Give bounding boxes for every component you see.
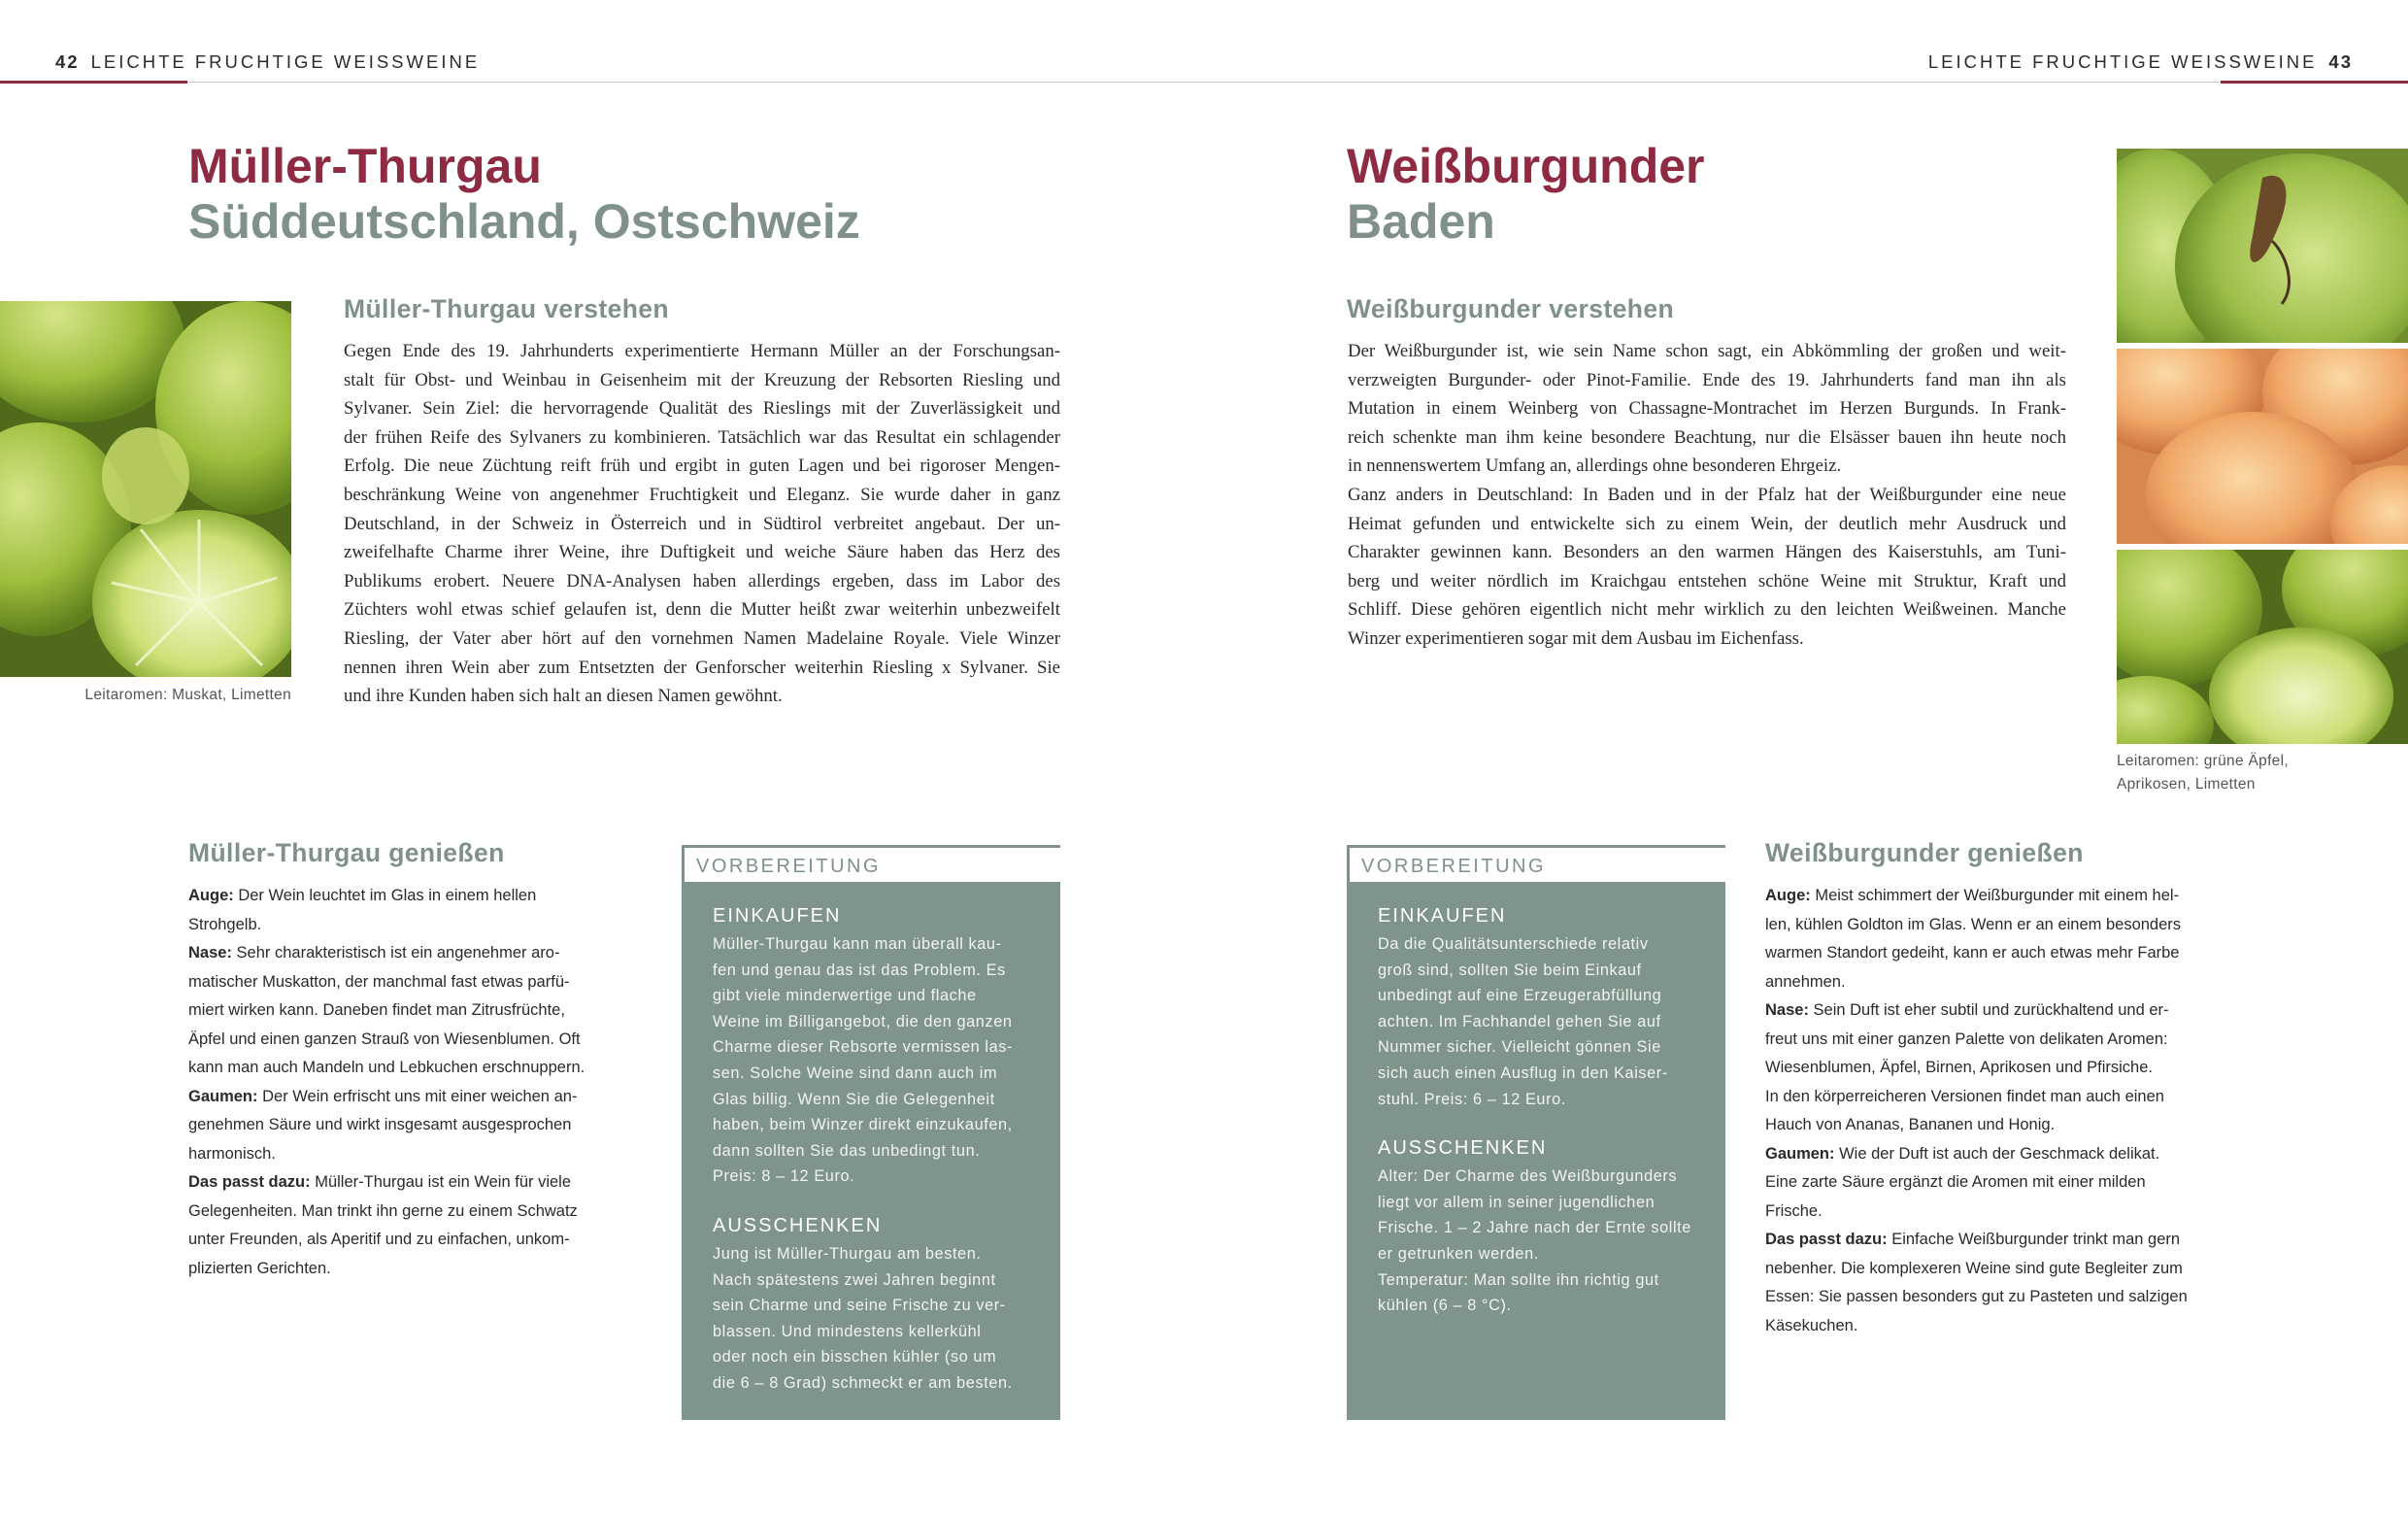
photo-caption-left: Leitaromen: Muskat, Limetten [84,687,291,703]
understand-text-left [344,337,1060,711]
body-line: Der Weißburgunder ist, wie sein Name schon sagt, ein Abkömmling der großen und weit- [1348,341,2066,361]
enjoy-line [188,968,645,997]
body-line: reich schenkte man ihm keine besondere Beachtung, nur die Elsässer bauen ihn heute noch [1348,426,2066,448]
body-line: in nennenswertem Umfang an, allerdings ohne besonderen Ehrgeiz. [1348,456,1842,477]
enjoy-line-text: Sein Duft ist eher subtil und zurückhaltend und er- [1808,1001,2169,1019]
prep-line: die 6 – 8 Grad) schmeckt er am besten. [713,1373,1013,1392]
prep-line: dann sollten Sie das unbedingt tun. [713,1141,981,1160]
enjoy-line-text: Eine zarte Säure ergänzt die Aromen mit einer milden [1765,1173,2146,1191]
body-line: verzweigten Burgunder- oder Pinot-Familie. Ende des 19. Jahrhunderts fand man ihn als [1348,369,2066,390]
prep-line: groß sind, sollten Sie beim Einkauf [1378,961,1642,979]
enjoy-line-text: Der Wein leuchtet im Glas in einem hellen [233,887,537,904]
serve-text-right [1378,1164,1696,1319]
wine-title-left [188,139,860,250]
serve-heading-left: AUSSCHENKEN [713,1214,883,1236]
prep-line: sen. Solche Weine sind dann auch im [713,1063,998,1082]
enjoy-line [1765,882,2231,911]
enjoy-line [188,1168,645,1198]
body-line: stalt für Obst- und Weinbau in Geisenheim mit der Kreuzung der Rebsorten Riesling und [344,369,1060,390]
enjoy-line [188,1226,645,1255]
enjoy-line-text: Essen: Sie passen besonders gut zu Pasteten und salzigen [1765,1288,2188,1305]
enjoy-line-text: annehmen. [1765,972,1846,991]
prep-line: er getrunken werden. [1378,1244,1539,1263]
prep-line: Temperatur: Man sollte ihn richtig gut [1378,1270,1659,1289]
prep-line: sich auch einen Ausflug in den Kaiser- [1378,1063,1668,1082]
enjoy-line-text: nebenher. Die komplexeren Weine sind gute Begleiter zum [1765,1259,2183,1277]
enjoy-line [1765,1255,2231,1284]
enjoy-line [1765,1054,2231,1083]
prep-line: sein Charme und seine Frische zu ver- [713,1297,1006,1315]
enjoy-line-text: Der Wein erfrischt uns mit einer weichen an- [257,1087,578,1105]
limes-image-right [2117,550,2408,744]
enjoy-line [1765,1198,2231,1227]
enjoy-line-text: Müller-Thurgau ist ein Wein für viele [310,1173,572,1191]
region-name: Baden [1347,194,1495,249]
enjoy-line-text: Gelegenheiten. Man trinkt ihn gerne zu einem Schwatz [188,1201,578,1220]
enjoy-term: Auge: [188,887,234,904]
running-head-text-left: LEICHTE FRUCHTIGE WEISSWEINE [90,51,481,72]
enjoy-line-text: Einfache Weißburgunder trinkt man gern [1887,1231,2181,1248]
prep-line: stuhl. Preis: 6 – 12 Euro. [1378,1090,1566,1108]
enjoy-line [188,1255,645,1284]
prep-line: kühlen (6 – 8 °C). [1378,1297,1512,1315]
enjoy-line [1765,968,2231,997]
prep-line: Alter: Der Charme des Weißburgunders [1378,1167,1678,1186]
enjoy-line-text: genehmen Säure und wirkt insgesamt ausgesprochen [188,1116,572,1133]
enjoy-line-text: Wiesenblumen, Äpfel, Birnen, Aprikosen und Pfirsiche. [1765,1059,2153,1076]
body-line: beschränkung Weine von angenehmer Fruchtigkeit und Eleganz. Sie wurde daher in ganz [344,484,1060,505]
limes-photo-right [2117,550,2408,744]
enjoy-line-text: warmen Standort gedeiht, kann er auch etwas mehr Farbe [1765,944,2180,962]
understand-text-right [1348,337,2066,654]
enjoy-line [188,1054,645,1083]
enjoy-line-text: unter Freunden, als Aperitif und zu einfachen, unkom- [188,1231,570,1248]
enjoy-term: Das passt dazu: [1765,1231,1888,1248]
buy-text-left [713,931,1031,1190]
prep-box-left [682,882,1060,1420]
enjoy-line [188,882,645,911]
enjoy-line-text: Frische. [1765,1201,1823,1220]
enjoy-line [1765,1312,2231,1341]
enjoy-line-text: Hauch von Ananas, Bananen und Honig. [1765,1116,2056,1133]
prep-line: oder noch ein bisschen kühler (so um [713,1348,997,1367]
enjoy-line [188,911,645,940]
enjoy-heading-left: Müller-Thurgau genießen [188,838,505,867]
body-line: Gegen Ende des 19. Jahrhunderts experimentierte Hermann Müller an der Forschungsan- [344,341,1060,361]
body-line: Charakter gewinnen kann. Besonders an den warmen Hängen des Kaiserstuhls, am Tuni- [1348,542,2066,563]
apricot-photo [2117,349,2408,544]
enjoy-term: Gaumen: [1765,1144,1835,1163]
understand-heading-right: Weißburgunder verstehen [1347,294,1675,323]
enjoy-line-text: Strohgelb. [188,915,262,933]
enjoy-line [1765,939,2231,968]
enjoy-line [1765,1083,2231,1112]
running-head-right [1928,51,2353,73]
limes-image [0,301,291,677]
prep-line: haben, beim Winzer direkt einzukaufen, [713,1116,1013,1134]
enjoy-term: Nase: [1765,1001,1809,1019]
enjoy-line [188,1111,645,1140]
prep-line: Preis: 8 – 12 Euro. [713,1167,855,1186]
enjoy-line [1765,1283,2231,1312]
prep-label-right [1347,845,1725,884]
body-line: der frühen Reife des Sylvaners zu kombinieren. Tatsächlich war das Resultat ein schlagender [344,426,1060,448]
prep-line: liegt vor allem in seiner jugendlichen [1378,1193,1656,1211]
running-head-left [55,51,480,73]
enjoy-line [1765,1111,2231,1140]
page-number-right: 43 [2328,51,2353,72]
enjoy-line-text: Äpfel und einen ganzen Strauß von Wiesenblumen. Oft [188,1030,581,1048]
prep-line: fen und genau das ist das Problem. Es [713,961,1006,979]
enjoy-line-text: plizierten Gerichten. [188,1259,331,1277]
enjoy-term: Gaumen: [188,1087,258,1105]
prep-box-right [1347,882,1725,1420]
apple-photo [2117,149,2408,343]
enjoy-line [1765,911,2231,940]
apricots-image [2117,349,2408,544]
enjoy-heading-right: Weißburgunder genießen [1765,838,2084,867]
page-number-left: 42 [55,51,80,72]
enjoy-line [188,1140,645,1169]
body-line: Schliff. Diese gehören eigentlich nicht mehr wirklich zu den leichten Weißweinen. Manche [1348,599,2066,621]
grape-name: Weißburgunder [1347,139,1705,193]
enjoy-line [1765,996,2231,1026]
body-line: nennen ihren Wein aber zum Entsetzten der Genforscher weiterhin Riesling x Sylvaner. Sie [344,657,1060,678]
enjoy-line [1765,1140,2231,1169]
body-line: Deutschland, in der Schweiz in Österreich und in Südtirol verbreitet angebaut. Der un- [344,513,1060,534]
prep-label-text-right: VORBEREITUNG [1361,856,1547,877]
prep-line: gibt viele minderwertige und flache [713,987,977,1005]
body-line: Heimat gefunden und entwickelte sich zu einem Wein, der deutlich mehr Ausdruck und [1348,513,2066,534]
prep-line: Jung ist Müller-Thurgau am besten. [713,1244,982,1263]
body-line: Erfolg. Die neue Züchtung reift früh und ergibt in guten Lagen und bei rigoroser Mengen- [344,456,1060,477]
enjoy-term: Das passt dazu: [188,1173,311,1191]
enjoy-line [188,996,645,1026]
enjoy-line [188,939,645,968]
prep-line: Nach spätestens zwei Jahren beginnt [713,1270,996,1289]
prep-line: Charme dieser Rebsorte vermissen las- [713,1038,1014,1057]
prep-line: Nummer sicher. Vielleicht gönnen Sie [1378,1038,1661,1057]
body-line: Sylvaner. Sein Ziel: die hervorragende Qualität des Rieslings mit der Zuverlässigkeit und [344,398,1060,420]
body-line: Züchters wohl etwas schief gelaufen ist, denn die Mutter heißt zwar weiterhin unbezweifelt [344,599,1060,621]
prep-label-text-left: VORBEREITUNG [696,856,882,877]
header-accent-left [0,81,187,84]
prep-line: achten. Im Fachhandel gehen Sie auf [1378,1012,1661,1030]
understand-heading-left: Müller-Thurgau verstehen [344,294,670,323]
prep-label-left [682,845,1060,884]
limes-photo [0,301,291,677]
buy-heading-right: EINKAUFEN [1378,905,1507,927]
caption-line: Aprikosen, Limetten [2117,776,2256,793]
enjoy-line [188,1026,645,1055]
body-line: Winzer experimentieren sogar mit dem Ausbau im Eichenfass. [1348,627,1804,649]
green-apple-image [2117,149,2408,343]
grape-name: Müller-Thurgau [188,139,542,193]
prep-line: blassen. Und mindestens kellerkühl [713,1322,982,1340]
header-accent-right [2221,81,2408,84]
body-line: zweifelhafte Charme ihrer Weine, ihre Duftigkeit und weiche Säure haben das Herz des [344,542,1060,563]
enjoy-line-text: matischer Muskatton, der manchmal fast etwas parfü- [188,972,570,991]
wine-title-right [1347,139,1705,250]
enjoy-text-right [1765,882,2231,1340]
body-line: Publikums erobert. Neuere DNA-Analysen haben allerdings ergeben, dass im Labor des [344,570,1060,591]
body-line: Ganz anders in Deutschland: In Baden und in der Pfalz hat der Weißburgunder eine neue [1348,484,2066,505]
enjoy-line [1765,1226,2231,1255]
enjoy-line [1765,1026,2231,1055]
body-line: Mutation in einem Weinberg von Chassagne-Montrachet im Herzen Burgunds. In Frank- [1348,398,2066,420]
prep-line: unbedingt auf eine Erzeugerabfüllung [1378,987,1662,1005]
region-name: Süddeutschland, Ostschweiz [188,194,860,249]
prep-line: Müller-Thurgau kann man überall kau- [713,935,1002,953]
body-line: und ihre Kunden haben sich halt an diesen Namen gewöhnt. [344,686,783,707]
prep-line: Weine im Billigangebot, die den ganzen [713,1012,1013,1030]
photo-caption-right [2117,750,2408,796]
prep-line: Glas billig. Wenn Sie die Gelegenheit [713,1090,995,1108]
enjoy-line-text: In den körperreicheren Versionen findet man auch einen [1765,1087,2164,1105]
enjoy-line-text: len, kühlen Goldton im Glas. Wenn er an einem besonders [1765,915,2182,933]
enjoy-line [188,1198,645,1227]
enjoy-line-text: Käsekuchen. [1765,1316,1858,1334]
enjoy-line-text: Sehr charakteristisch ist ein angenehmer aro- [231,944,560,962]
body-line: Riesling, der Vater aber hört auf den vornehmen Namen Madelaine Royale. Viele Winzer [344,627,1060,649]
buy-heading-left: EINKAUFEN [713,905,842,927]
enjoy-line-text: kann man auch Mandeln und Lebkuchen erschnuppern. [188,1059,585,1076]
enjoy-term: Nase: [188,944,232,962]
enjoy-line [1765,1168,2231,1198]
serve-text-left [713,1241,1031,1397]
enjoy-line-text: miert wirken kann. Daneben findet man Zitrusfrüchte, [188,1001,565,1019]
caption-line: Leitaromen: grüne Äpfel, [2117,753,2289,769]
prep-line: Frische. 1 – 2 Jahre nach der Ernte sollte [1378,1219,1691,1237]
prep-line: Da die Qualitätsunterschiede relativ [1378,935,1649,953]
serve-heading-right: AUSSCHENKEN [1378,1137,1548,1160]
enjoy-line-text: freut uns mit einer ganzen Palette von delikaten Aromen: [1765,1030,2168,1048]
running-head-text-right: LEICHTE FRUCHTIGE WEISSWEINE [1927,51,2318,72]
enjoy-line-text: Wie der Duft ist auch der Geschmack delikat. [1834,1144,2160,1163]
enjoy-term: Auge: [1765,887,1811,904]
enjoy-text-left [188,882,645,1283]
enjoy-line-text: harmonisch. [188,1144,276,1163]
body-line: berg und weiter nördlich im Kraichgau entstehen schöne Weine mit Struktur, Kraft und [1348,570,2066,591]
enjoy-line-text: Meist schimmert der Weißburgunder mit einem hel- [1810,887,2180,904]
buy-text-right [1378,931,1696,1112]
enjoy-line [188,1083,645,1112]
